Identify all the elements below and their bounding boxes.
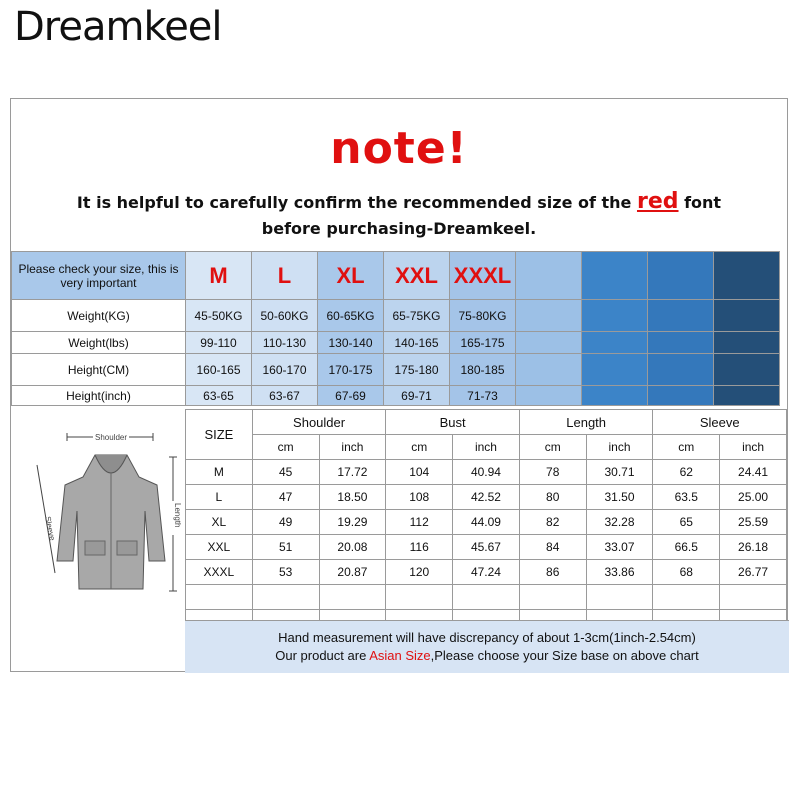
color-block [516,300,582,332]
size-l: L [252,252,318,300]
table-cell: 78 [519,460,586,485]
color-block [582,252,648,300]
row-label: Height(inch) [12,386,186,406]
size-xl: XL [318,252,384,300]
table-cell: 67-69 [318,386,384,406]
color-block [516,386,582,406]
group-header: Shoulder [252,410,386,435]
footer-asian-size: Asian Size [369,648,431,663]
row-label: Height(CM) [12,354,186,386]
color-block [648,386,714,406]
table-cell: 24.41 [720,460,787,485]
table-cell: 86 [519,560,586,585]
color-block [516,354,582,386]
table-cell: 45 [252,460,319,485]
empty-cell [586,585,653,610]
table-cell: 175-180 [384,354,450,386]
brand-logo: Dreamkeel [14,4,222,50]
group-header: Length [519,410,653,435]
size-recommendation-table [11,251,780,406]
table-cell: 26.77 [720,560,787,585]
color-block [714,300,780,332]
row-label: Weight(KG) [12,300,186,332]
empty-cell [653,585,720,610]
table-cell: 60-65KG [318,300,384,332]
row-label: Weight(lbs) [12,332,186,354]
table-cell: 104 [386,460,453,485]
color-block [714,332,780,354]
empty-cell [252,585,319,610]
color-block [516,252,582,300]
note-red-word: red [636,189,679,214]
empty-cell [386,585,453,610]
table-cell: 62 [653,460,720,485]
table-cell: 110-130 [252,332,318,354]
unit-header: cm [252,435,319,460]
footer-line-2-after: ,Please choose your Size base on above chart [430,648,699,663]
table-cell: 31.50 [586,485,653,510]
empty-cell [519,585,586,610]
table-cell: 47.24 [453,560,520,585]
size-cell: XL [186,510,253,535]
table-cell: 180-185 [450,354,516,386]
table-cell: 33.86 [586,560,653,585]
table-cell: 140-165 [384,332,450,354]
table-cell: 50-60KG [252,300,318,332]
table-cell: 26.18 [720,535,787,560]
table-cell: 116 [386,535,453,560]
color-block [714,354,780,386]
size-cell: XXXL [186,560,253,585]
note-title: note! [330,123,468,174]
empty-cell [186,585,253,610]
table-cell: 120 [386,560,453,585]
table-cell: 69-71 [384,386,450,406]
group-header: Sleeve [653,410,787,435]
diagram-shoulder-label: Shoulder [94,433,128,442]
note-text-after: font before purchasing-Dreamkeel. [261,193,722,238]
table-cell: 170-175 [318,354,384,386]
color-block [582,354,648,386]
table-cell: 63.5 [653,485,720,510]
hoodie-illustration [25,421,181,611]
color-block [582,386,648,406]
color-block [582,300,648,332]
size-cell: L [186,485,253,510]
table-cell: 44.09 [453,510,520,535]
empty-cell [720,585,787,610]
table-cell: 65-75KG [384,300,450,332]
table-cell: 80 [519,485,586,510]
unit-header: inch [720,435,787,460]
table-cell: 160-170 [252,354,318,386]
table-cell: 82 [519,510,586,535]
color-block [516,332,582,354]
table-cell: 30.71 [586,460,653,485]
unit-header: cm [519,435,586,460]
table-cell: 65 [653,510,720,535]
table-cell: 75-80KG [450,300,516,332]
size-header: SIZE [186,410,253,460]
color-block [648,300,714,332]
table-cell: 47 [252,485,319,510]
note-text [51,189,747,242]
table-cell: 51 [252,535,319,560]
unit-header: inch [453,435,520,460]
size-cell: M [186,460,253,485]
table-cell: 40.94 [453,460,520,485]
size-xxl: XXL [384,252,450,300]
size-chart-sheet [10,98,788,672]
table-cell: 99-110 [186,332,252,354]
table-cell: 63-65 [186,386,252,406]
table-cell: 49 [252,510,319,535]
table-cell: 71-73 [450,386,516,406]
table-cell: 84 [519,535,586,560]
table-cell: 33.07 [586,535,653,560]
table-cell: 20.08 [319,535,386,560]
color-block [714,252,780,300]
table-cell: 66.5 [653,535,720,560]
footer-line-2-before: Our product are [275,648,370,663]
empty-cell [319,585,386,610]
size-m: M [186,252,252,300]
table-cell: 45.67 [453,535,520,560]
color-block [582,332,648,354]
empty-cell [453,585,520,610]
diagram-length-label: Length [173,503,182,528]
table-cell: 68 [653,560,720,585]
footer-note [185,620,789,673]
size-cell: XXL [186,535,253,560]
table-cell: 17.72 [319,460,386,485]
unit-header: cm [386,435,453,460]
color-block [648,354,714,386]
table-cell: 108 [386,485,453,510]
table-cell: 18.50 [319,485,386,510]
color-block [714,386,780,406]
table-cell: 160-165 [186,354,252,386]
table-header-label: Please check your size, this is very important [12,252,186,300]
unit-header: inch [319,435,386,460]
measurement-table [185,409,787,635]
table-cell: 112 [386,510,453,535]
diagram-sleeve-label: Sleeve [43,515,57,542]
table-cell: 19.29 [319,510,386,535]
group-header: Bust [386,410,520,435]
table-cell: 25.59 [720,510,787,535]
hoodie-measurement-diagram [25,421,181,611]
note-text-before: It is helpful to carefully confirm the recommended size of the [76,193,637,212]
unit-header: cm [653,435,720,460]
color-block [648,252,714,300]
table-cell: 42.52 [453,485,520,510]
table-cell: 53 [252,560,319,585]
unit-header: inch [586,435,653,460]
size-xxxl: XXXL [450,252,516,300]
footer-line-1: Hand measurement will have discrepancy of about 1-3cm(1inch-2.54cm) [278,630,696,645]
table-cell: 32.28 [586,510,653,535]
table-cell: 45-50KG [186,300,252,332]
color-block [648,332,714,354]
table-cell: 130-140 [318,332,384,354]
footer-line-2 [185,647,789,665]
table-cell: 165-175 [450,332,516,354]
table-cell: 25.00 [720,485,787,510]
table-cell: 20.87 [319,560,386,585]
table-cell: 63-67 [252,386,318,406]
